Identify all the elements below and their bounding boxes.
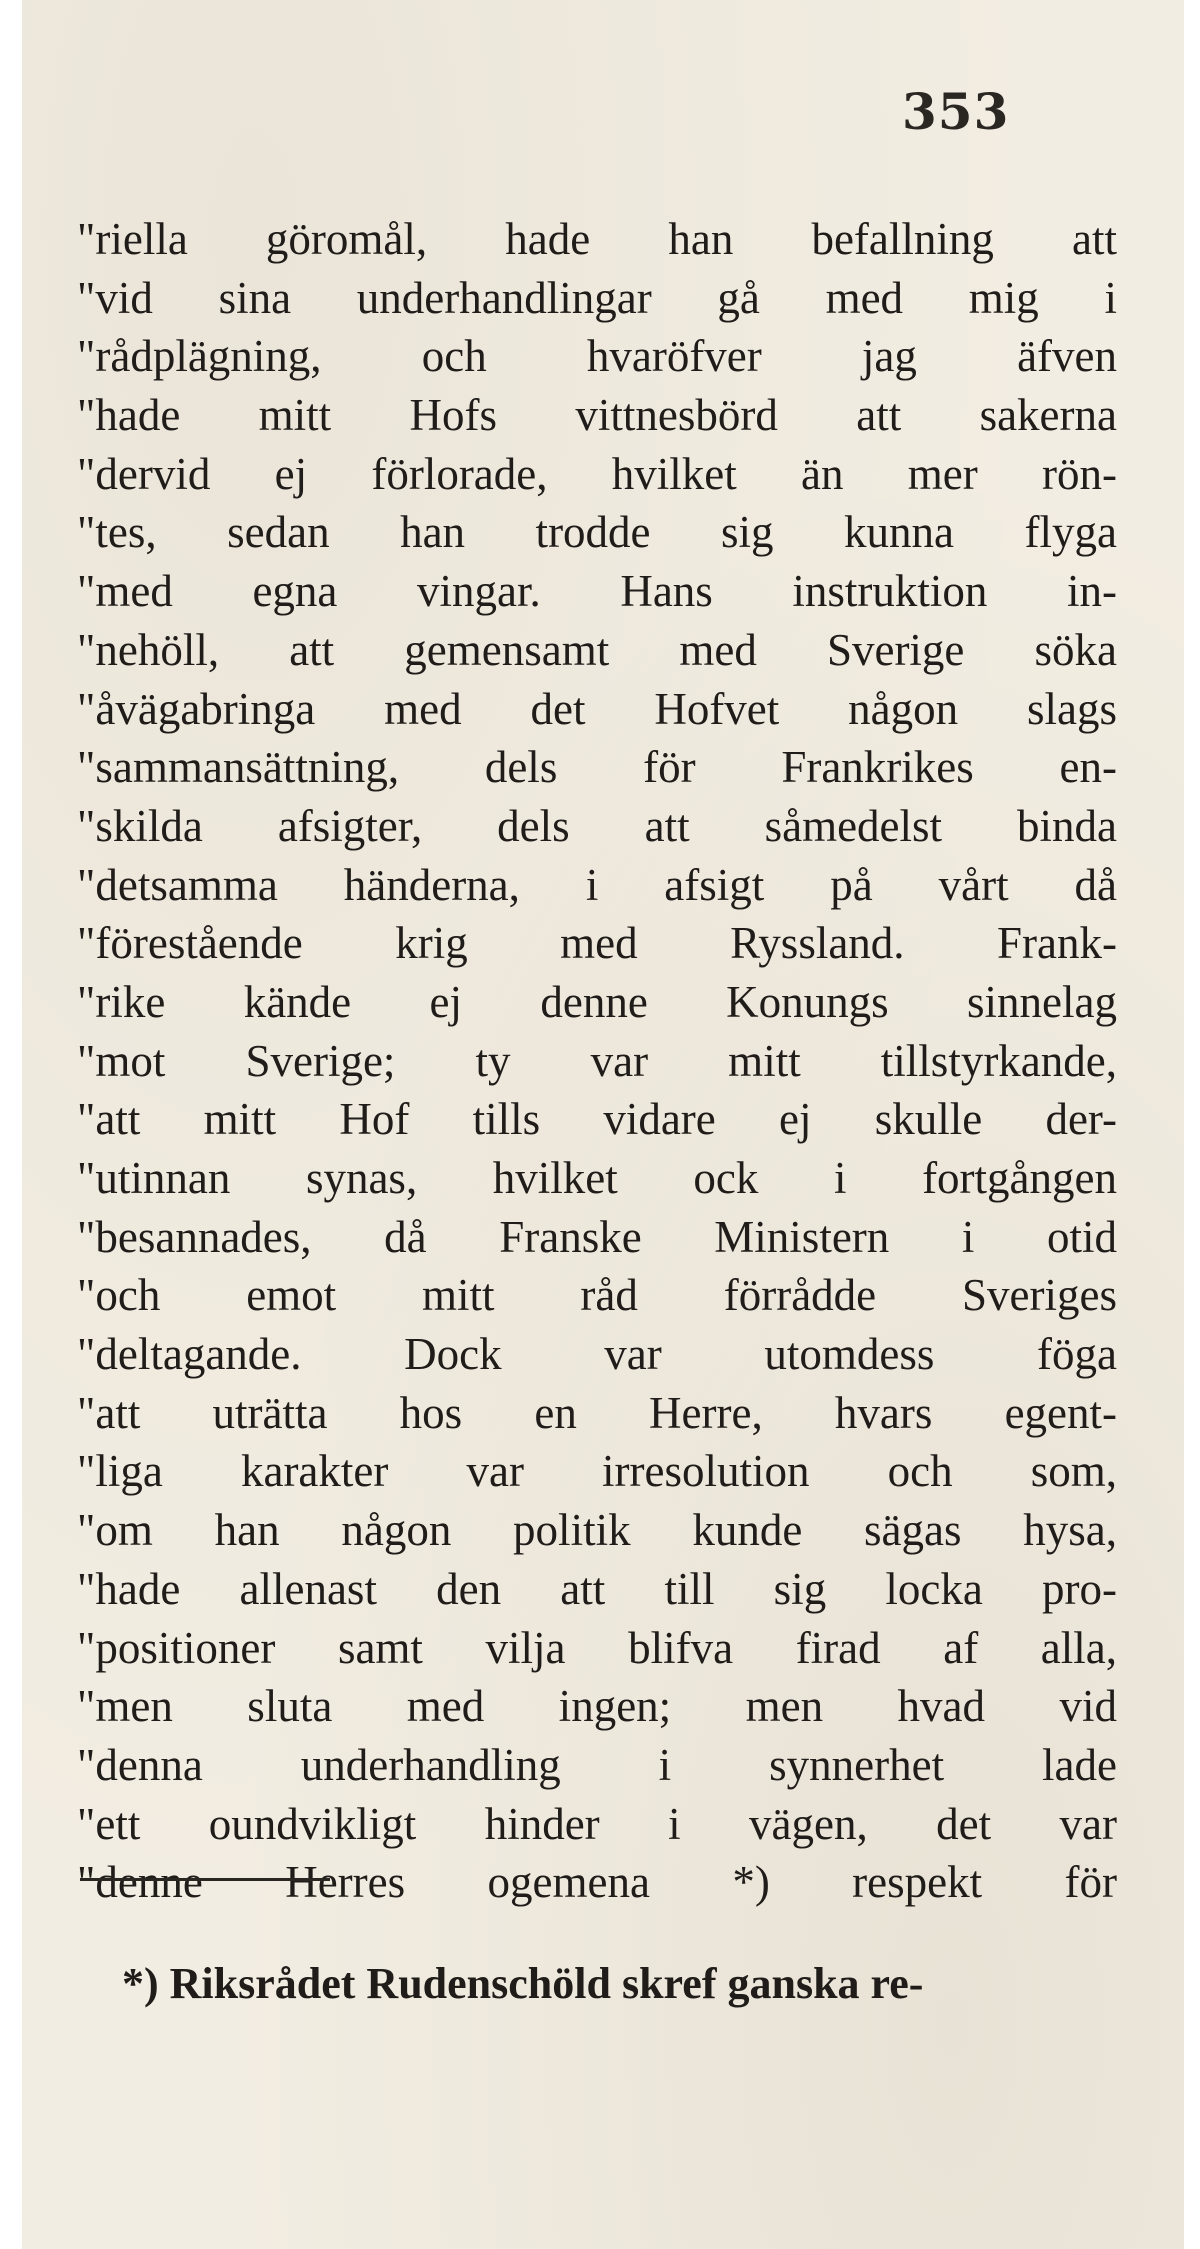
text-line: "riella göromål, hade han befallning att — [77, 214, 1117, 264]
text-line: "mot Sverige; ty var mitt tillstyrkande, — [77, 1035, 1117, 1086]
text-line: "om han någon politik kunde sägas hysa, — [77, 1505, 1117, 1556]
text-line: "liga karakter var irresolution och som, — [77, 1446, 1117, 1497]
text-line: "att uträtta hos en Herre, hvars egent- — [77, 1387, 1117, 1438]
footnote-divider — [80, 1878, 330, 1881]
text-line: "rådplägning, och hvaröfver jag äfven — [77, 331, 1117, 382]
text-line: "ett oundvikligt hinder i vägen, det var — [77, 1798, 1117, 1849]
text-line: "hade mitt Hofs vittnesbörd att sakerna — [77, 390, 1117, 441]
text-line: "vid sina underhandlingar gå med mig i — [77, 272, 1117, 323]
text-line: "besannades, då Franske Ministern i otid — [77, 1211, 1117, 1262]
text-line: "med egna vingar. Hans instruktion in- — [77, 566, 1117, 617]
text-line: "förestående krig med Ryssland. Frank- — [77, 918, 1117, 969]
text-line: "deltagande. Dock var utomdess föga — [77, 1329, 1117, 1380]
text-line: "nehöll, att gemensamt med Sverige söka — [77, 624, 1117, 675]
text-line: "sammansättning, dels för Frankrikes en- — [77, 742, 1117, 793]
text-line: "att mitt Hof tills vidare ej skulle der- — [77, 1094, 1117, 1145]
text-line: "skilda afsigter, dels att såmedelst binda — [77, 800, 1117, 851]
text-line: "dervid ej förlorade, hvilket än mer rön- — [77, 448, 1117, 499]
text-line: "utinnan synas, hvilket ock i fortgången — [77, 1153, 1117, 1203]
text-line: "rike kände ej denne Konungs sinnelag — [77, 976, 1117, 1027]
text-line: "denne Herres ogemena *) respekt för — [77, 1857, 1117, 1908]
text-line: "positioner samt vilja blifva firad af alla, — [77, 1622, 1117, 1673]
text-line: "tes, sedan han trodde sig kunna flyga — [77, 507, 1117, 558]
footnote: *) Riksrådet Rudenschöld skref ganska re- — [122, 1959, 924, 2008]
text-line: "denna underhandling i synnerhet lade — [77, 1739, 1117, 1790]
text-line: "detsamma händerna, i afsigt på vårt då — [77, 859, 1117, 910]
text-line: "åvägabringa med det Hofvet någon slags — [77, 683, 1117, 734]
text-line: "men sluta med ingen; men hvad vid — [77, 1681, 1117, 1732]
text-line: "och emot mitt råd förrådde Sveriges — [77, 1270, 1117, 1321]
book-page — [22, 0, 1184, 2249]
page-number: 353 — [902, 82, 1010, 141]
body-text — [77, 210, 1117, 1912]
text-line: "hade allenast den att till sig locka pro- — [77, 1563, 1117, 1614]
